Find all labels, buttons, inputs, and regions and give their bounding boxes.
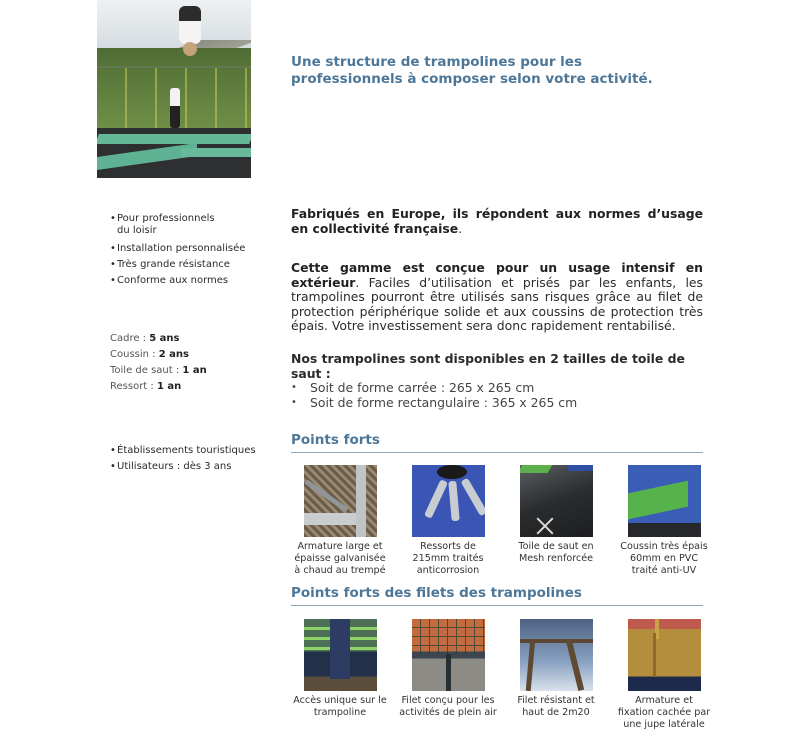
caption-line: Armature large et: [297, 541, 383, 552]
thumb-tall-net: [520, 619, 593, 691]
audience-list: [110, 443, 256, 475]
warranty-value: 1 an: [182, 365, 207, 376]
feature-card: [286, 619, 394, 731]
photo-pad: [181, 148, 251, 157]
audience-text: Utilisateurs : dès 3 ans: [117, 461, 232, 472]
photo-pad: [97, 134, 251, 144]
feature-item: [110, 257, 245, 273]
caption-line: anticorrosion: [416, 565, 480, 576]
thumb-pvc-pads: [628, 465, 701, 537]
warranty-list: [110, 331, 207, 395]
paragraph-usage: [291, 261, 703, 334]
photo-person-standing: [170, 88, 180, 128]
warranty-value: 5 ans: [149, 333, 180, 344]
paragraph-bold: Fabriqués en Europe, ils répondent aux normes d’usage en collectivité française: [291, 206, 703, 236]
caption-line: une jupe latérale: [623, 719, 705, 730]
feature-card: [394, 465, 502, 577]
feature-text: Installation personnalisée: [117, 243, 246, 254]
warranty-item: [110, 379, 207, 395]
photo-jumper-head: [183, 42, 197, 56]
thumb-access-ramp: [304, 619, 377, 691]
section-divider: [291, 452, 703, 453]
feature-item: [110, 241, 245, 257]
feature-text: Pour professionnels: [117, 213, 215, 224]
caption-line: Mesh renforcée: [518, 553, 594, 564]
warranty-label: Cadre :: [110, 333, 150, 344]
feature-card: [286, 465, 394, 577]
feature-text: Conforme aux normes: [117, 275, 229, 286]
caption-line: fixation cachée par: [617, 707, 711, 718]
section-title-points-forts: Points forts: [291, 432, 380, 448]
caption-line: Accès unique sur le: [293, 695, 387, 706]
warranty-value: 2 ans: [158, 349, 189, 360]
size-item: • Soit de forme rectangulaire : 365 x 265 cm: [291, 396, 703, 411]
feature-card: [502, 465, 610, 577]
feature-text-cont: du loisir: [117, 225, 157, 236]
feature-list: [110, 213, 245, 289]
feature-caption: [396, 541, 500, 577]
thumb-mesh-bed: [520, 465, 593, 537]
caption-line: épaisse galvanisée: [294, 553, 386, 564]
section-title-filets: Points forts des filets des trampolines: [291, 585, 582, 601]
warranty-item: [110, 363, 207, 379]
paragraph-bold: Cette gamme est conçue pour un usage intensif en extérieur: [291, 260, 703, 290]
tagline: Une structure de trampolines pour les professionnels à composer selon votre activité.: [291, 54, 653, 87]
sizes-heading: Nos trampolines sont disponibles en 2 tailles de toile de saut :: [291, 351, 685, 381]
caption-line: Filet conçu pour les: [401, 695, 495, 706]
thumb-galvanized-frame: [304, 465, 377, 537]
paragraph-text: Faciles d’utilisation et prisés par les enfants, les trampolines pourront être utilisés sans risques grâce au filet de protection périphérique solide et aux coussins de protection très épais. Votre investissement sera donc rapidement rentabilisé.: [291, 274, 703, 334]
section-divider: [291, 605, 703, 606]
caption-line: Armature et: [635, 695, 693, 706]
warranty-item: [110, 331, 207, 347]
thumb-outdoor-net: [412, 619, 485, 691]
feature-caption: [612, 541, 716, 577]
warranty-label: Ressort :: [110, 381, 157, 392]
caption-line: activités de plein air: [399, 707, 497, 718]
net-features-grid: [286, 619, 718, 731]
caption-line: haut de 2m20: [522, 707, 590, 718]
feature-caption: [504, 695, 608, 719]
caption-line: Toile de saut en: [518, 541, 594, 552]
caption-line: à chaud au trempé: [294, 565, 386, 576]
size-item: • Soit de forme carrée : 265 x 265 cm: [291, 381, 703, 396]
paragraph-punct: .: [458, 220, 463, 236]
features-grid: [286, 465, 718, 577]
warranty-item: [110, 347, 207, 363]
sizes-block: [291, 352, 703, 410]
feature-item: [110, 213, 245, 237]
caption-line: trampoline: [313, 707, 367, 718]
feature-card: [502, 619, 610, 731]
audience-item: [110, 459, 256, 475]
paragraph-punct: .: [355, 274, 360, 290]
feature-card: [610, 465, 718, 577]
warranty-label: Coussin :: [110, 349, 159, 360]
feature-caption: [396, 695, 500, 719]
caption-line: traité anti-UV: [631, 565, 697, 576]
feature-caption: [612, 695, 716, 731]
caption-line: Coussin très épais: [620, 541, 708, 552]
thumb-springs: [412, 465, 485, 537]
thumb-side-skirt: [628, 619, 701, 691]
caption-line: 60mm en PVC: [629, 553, 699, 564]
feature-card: [394, 619, 502, 731]
audience-text: Établissements touristiques: [117, 445, 256, 456]
caption-line: Filet résistant et: [517, 695, 595, 706]
caption-line: 215mm traités: [412, 553, 484, 564]
warranty-value: 1 an: [156, 381, 182, 392]
warranty-label: Toile de saut :: [110, 365, 183, 376]
caption-line: Ressorts de: [420, 541, 476, 552]
sizes-list: [291, 381, 703, 410]
audience-item: [110, 443, 256, 459]
feature-caption: [288, 695, 392, 719]
feature-item: [110, 273, 245, 289]
paragraph-origin: [291, 207, 703, 236]
hero-photo-trampoline-park: [97, 0, 251, 178]
feature-text: Très grande résistance: [117, 259, 230, 270]
photo-jumper-flipping: [179, 6, 201, 44]
feature-caption: [288, 541, 392, 577]
feature-card: [610, 619, 718, 731]
feature-caption: [504, 541, 608, 565]
